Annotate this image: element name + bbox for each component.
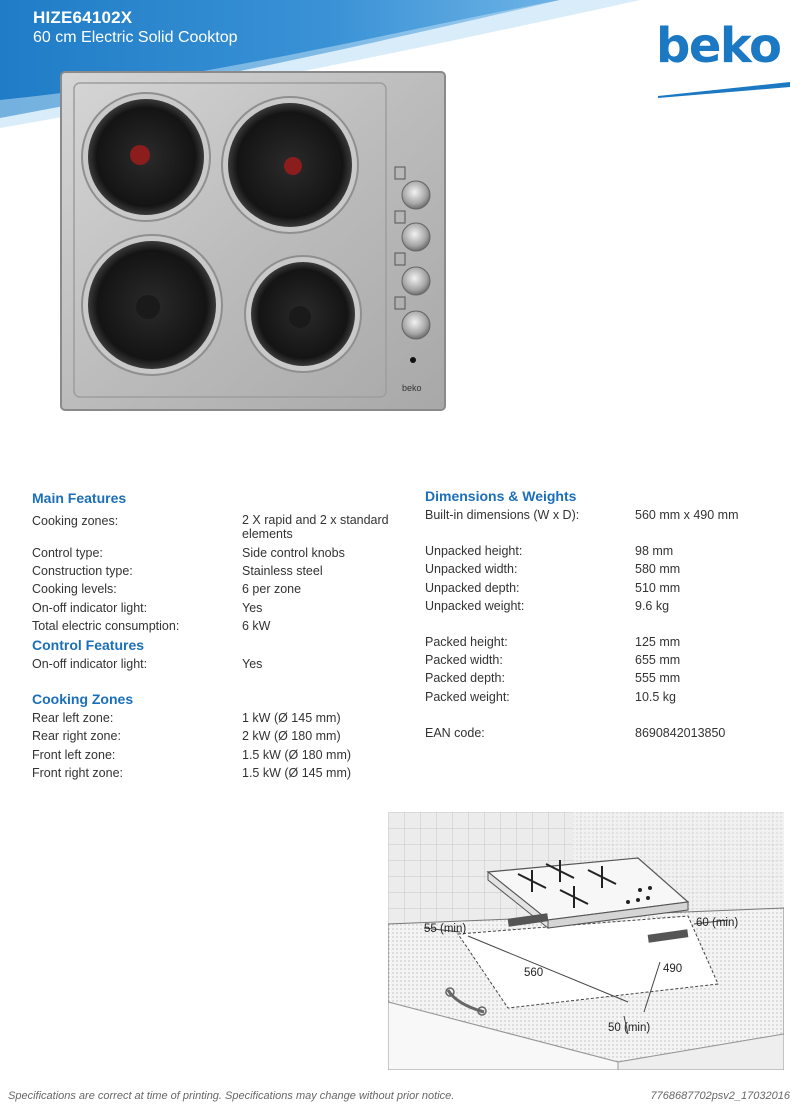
spec-value: 6 per zone [242,582,302,597]
spec-value: 560 mm x 490 mm [635,508,739,522]
spec-value: 555 mm [635,671,681,686]
spec-value: 6 kW [242,618,271,633]
spec-value: 9.6 kg [635,598,670,613]
spec-label: Construction type: [32,564,133,579]
cooktop-product-image [60,71,446,411]
header-text [33,8,238,47]
dimensions-title: Dimensions & Weights [425,488,577,504]
spec-row [425,651,785,669]
product-model: HIZE64102X [33,8,133,27]
spec-label: Total electric consumption: [32,618,180,633]
spec-value: Yes [242,657,263,672]
spec-label: Unpacked weight: [425,598,525,613]
spec-label: Rear right zone: [32,729,121,744]
spec-row [32,746,392,764]
spec-label: Unpacked height: [425,544,523,559]
spec-row [425,560,785,578]
spec-label: Control type: [32,546,103,560]
spec-row [32,655,392,673]
footer-document-code: 7768687702psv2_17032016 [650,1090,790,1102]
spec-row [425,688,785,706]
dim-label-width: 560 [524,967,544,979]
spec-row [32,709,392,727]
cooking-zones-title: Cooking Zones [32,691,134,708]
spec-row [32,512,392,544]
spec-row [32,727,392,745]
spec-label: Packed weight: [425,689,510,704]
spec-label: Packed height: [425,635,508,650]
spec-value: 8690842013850 [635,725,726,740]
spec-label: Rear left zone: [32,711,114,726]
spec-label: On-off indicator light: [32,657,148,672]
spacer [425,615,785,633]
front-right-plate [245,256,361,372]
spec-value: Side control knobs [242,546,345,560]
spec-value: 2 X rapid and 2 x standard elements [242,513,389,541]
spec-row [425,579,785,597]
spec-label: Packed width: [425,653,503,668]
rear-left-plate [82,93,210,221]
spec-value: 655 mm [635,653,681,668]
spec-value: 2 kW (Ø 180 mm) [242,729,341,744]
spec-value: Yes [242,600,263,615]
footer-disclaimer: Specifications are correct at time of printing. Specifications may change without prior notice. [8,1090,455,1102]
spec-value: 98 mm [635,544,674,559]
spec-row [32,764,392,782]
spec-row [32,580,392,598]
spec-label: On-off indicator light: [32,600,148,615]
spec-value: 510 mm [635,580,681,595]
spec-value: 1.5 kW (Ø 180 mm) [242,747,352,762]
spec-label: Front right zone: [32,765,124,780]
dim-label-front-gap: 50 (min) [608,1022,651,1034]
spec-row [425,506,785,524]
spec-value: Stainless steel [242,564,323,579]
spacer [425,524,785,542]
dim-label-right-gap: 60 (min) [696,917,739,929]
spec-value: 580 mm [635,562,681,577]
spec-value: 1.5 kW (Ø 145 mm) [242,765,352,780]
product-subtitle: 60 cm Electric Solid Cooktop [33,29,238,46]
spec-label: Packed depth: [425,671,505,686]
spec-value: 125 mm [635,635,681,650]
spec-column-right [425,486,785,742]
logo-swoosh-icon [658,80,790,98]
spec-row [425,724,785,742]
installation-diagram [388,812,784,1070]
spec-label: Cooking levels: [32,582,117,597]
spec-row [32,599,392,617]
spec-row [32,544,392,562]
spec-row [32,562,392,580]
cooktop-badge: beko [402,383,422,393]
spec-label: Unpacked width: [425,562,518,577]
front-left-plate [82,235,222,375]
spec-row [425,597,785,615]
spec-label: Front left zone: [32,747,116,762]
spec-label: EAN code: [425,725,485,740]
spec-value: 10.5 kg [635,689,677,704]
spec-label: Built-in dimensions (W x D): [425,508,580,522]
spec-row [32,617,392,635]
main-features-title: Main Features [32,490,127,506]
spec-row [425,633,785,651]
brand-logo [656,18,792,102]
spec-column-left [32,488,392,782]
spec-label: Cooking zones: [32,514,119,528]
dim-label-left-gap: 55 (min) [424,923,467,935]
spec-label: Unpacked depth: [425,580,520,595]
spec-row [425,669,785,687]
spec-value: 1 kW (Ø 145 mm) [242,711,341,726]
spacer [425,706,785,724]
brand-logo-text: beko [656,18,781,74]
dim-label-depth: 490 [663,963,683,975]
spec-row [425,542,785,560]
control-features-title: Control Features [32,637,145,654]
rear-right-plate [222,97,358,233]
